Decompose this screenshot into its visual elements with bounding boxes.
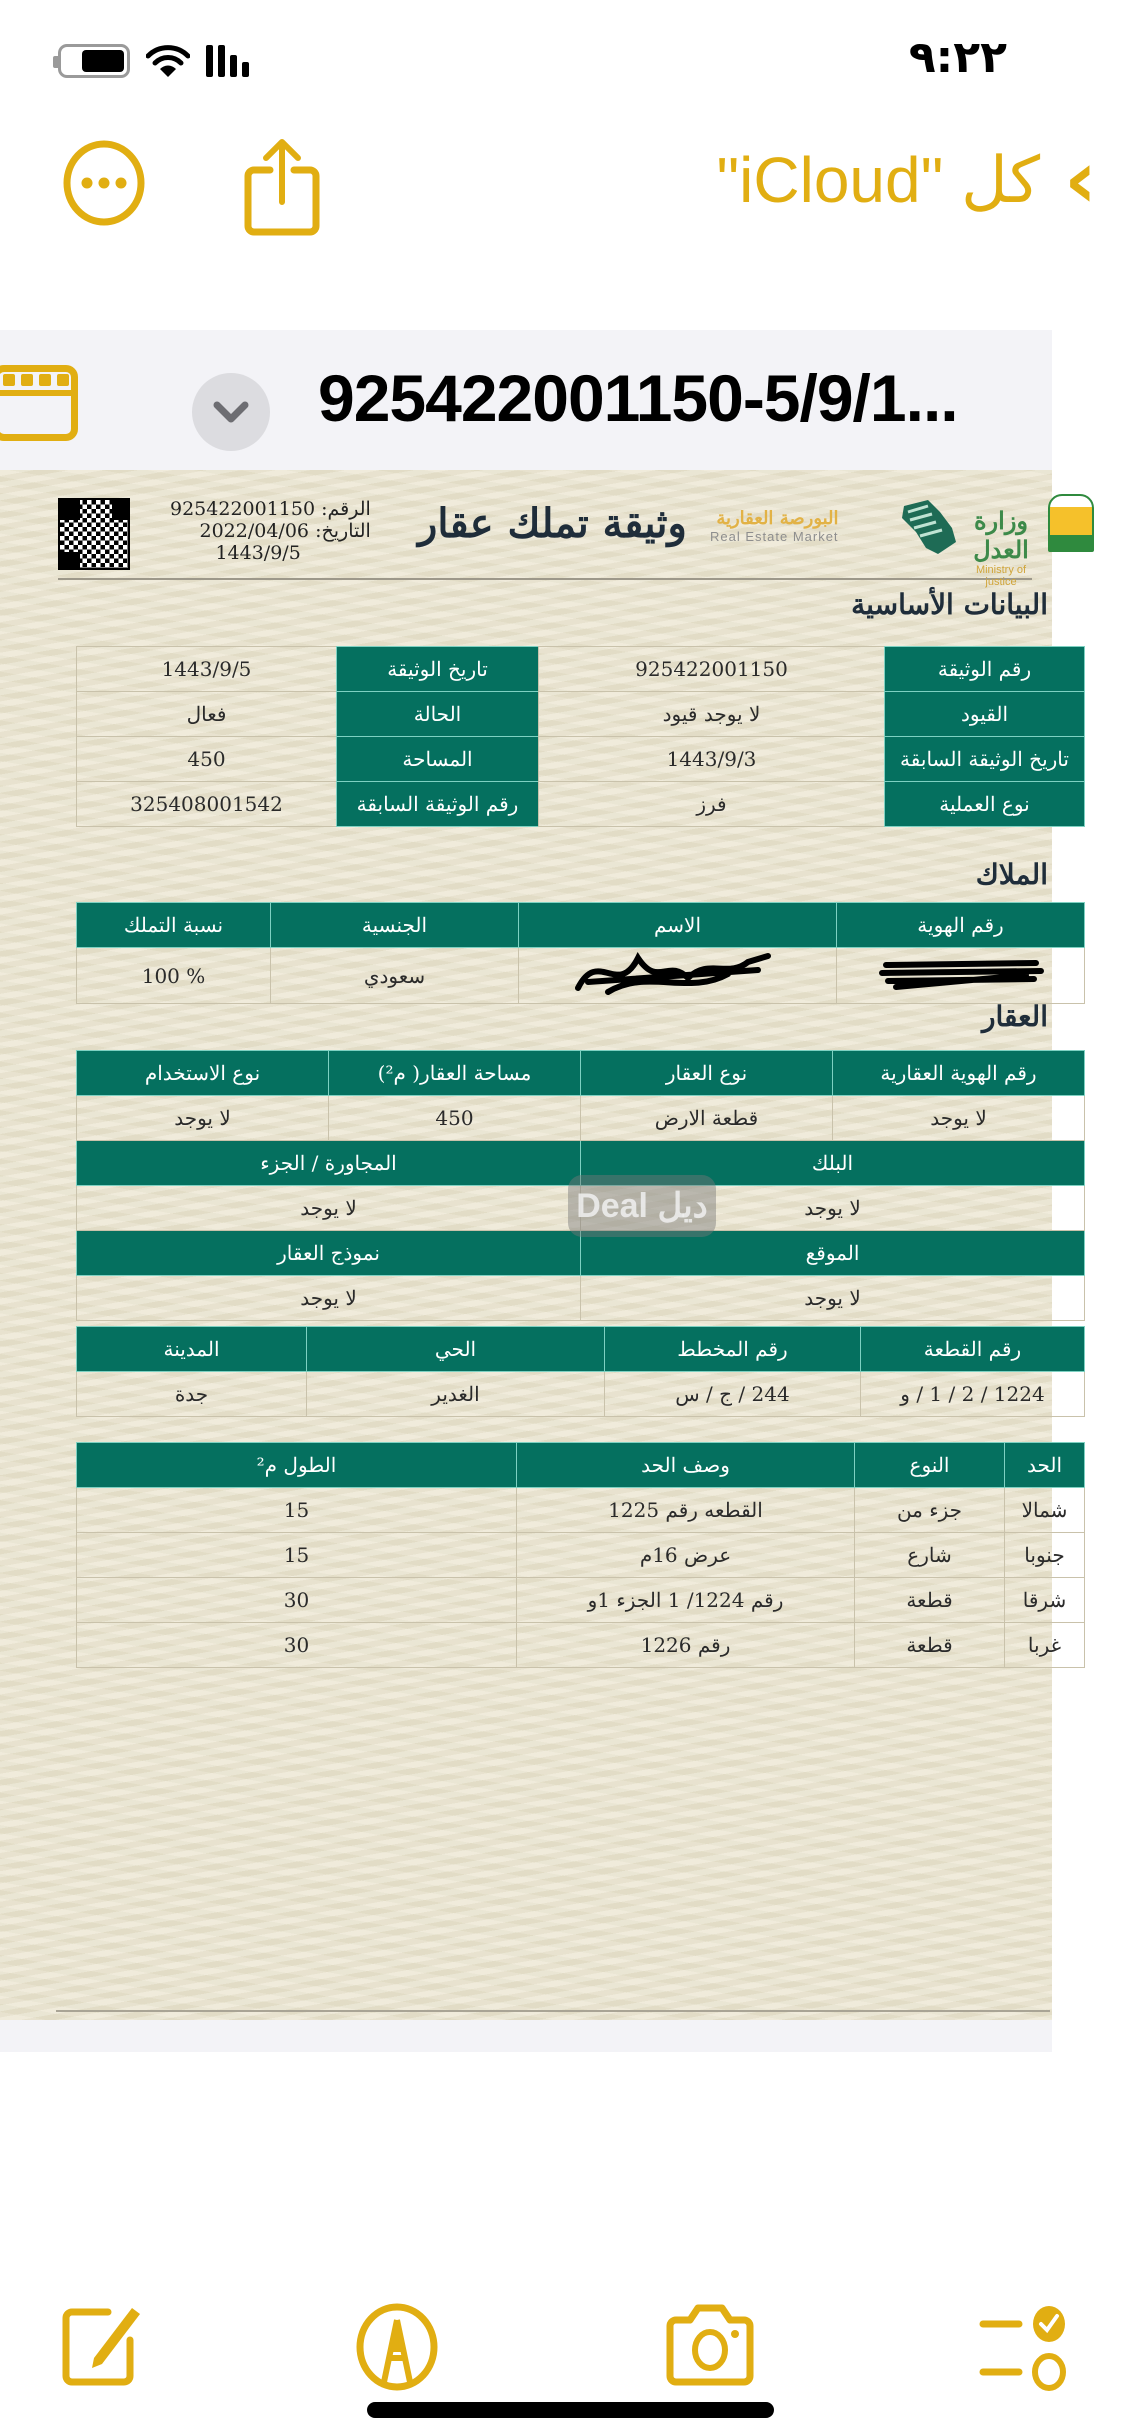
camera-icon: [660, 2302, 760, 2388]
value-property-id: لا يوجد: [833, 1096, 1085, 1141]
table-header-row: [77, 1443, 1085, 1488]
chevron-back-icon: ›: [1064, 133, 1097, 226]
table-row: [77, 1096, 1085, 1141]
cell-length: 15: [77, 1533, 517, 1578]
home-indicator[interactable]: [367, 2402, 774, 2418]
header-usage-type: نوع الاستخدام: [77, 1051, 329, 1096]
table-header-row: [77, 1051, 1085, 1096]
expand-button[interactable]: [192, 373, 270, 451]
markup-button[interactable]: [352, 2302, 442, 2388]
attachment-icon[interactable]: [0, 365, 78, 441]
header-neighborhood-part: المجاورة / الجزء: [77, 1141, 581, 1186]
chevron-down-icon: [211, 399, 251, 425]
value-property-model: لا يوجد: [77, 1276, 581, 1321]
table-row: [77, 1372, 1085, 1417]
header-share: نسبة التملك: [77, 903, 271, 948]
cell-boundary: جنوبا: [1005, 1533, 1085, 1578]
header-type: النوع: [855, 1443, 1005, 1488]
cell-type: قطعة: [855, 1623, 1005, 1668]
cell-description: رقم 1224/ 1 الجزء 1و: [517, 1578, 855, 1623]
value-usage-type: لا يوجد: [77, 1096, 329, 1141]
header-location: الموقع: [581, 1231, 1085, 1276]
header-length: الطول م²: [77, 1443, 517, 1488]
owners-table: [76, 902, 1085, 1004]
saudi-map-logo-icon: [898, 498, 958, 556]
value-district: الغدير: [307, 1372, 605, 1417]
label-prev-doc-number: رقم الوثيقة السابقة: [337, 782, 539, 827]
table-header-row: [77, 1327, 1085, 1372]
document-bottom-strip: [0, 2020, 1052, 2052]
value-doc-number: 925422001150: [539, 647, 885, 692]
cell-boundary: شرقا: [1005, 1578, 1085, 1623]
value-restrictions: لا يوجد قيود: [539, 692, 885, 737]
back-label: كل "iCloud": [716, 143, 1041, 216]
cell-type: قطعة: [855, 1578, 1005, 1623]
label-prev-doc-date: تاريخ الوثيقة السابقة: [885, 737, 1085, 782]
number-label: الرقم:: [321, 498, 371, 520]
value-property-type: قطعة الارض: [581, 1096, 833, 1141]
document-header: [58, 490, 1032, 588]
header-description: وصف الحد: [517, 1443, 855, 1488]
header-name: الاسم: [519, 903, 837, 948]
header-property-type: نوع العقار: [581, 1051, 833, 1096]
compose-icon: [58, 2302, 148, 2388]
document-preview[interactable]: [0, 470, 1069, 2020]
owner-id-redacted: [837, 948, 1085, 1004]
cell-length: 15: [77, 1488, 517, 1533]
compose-button[interactable]: [58, 2302, 148, 2388]
real-estate-market-logo: [710, 508, 839, 544]
cell-length: 30: [77, 1623, 517, 1668]
nav-bar: [0, 120, 1125, 250]
date-hijri: 1443/9/5: [215, 542, 301, 564]
value-block: لا يوجد: [581, 1186, 1085, 1231]
cell-type: جزء من: [855, 1488, 1005, 1533]
table-row: [77, 1578, 1085, 1623]
section-title-basic-info: البيانات الأساسية: [851, 588, 1048, 621]
header-nationality: الجنسية: [271, 903, 519, 948]
value-city: جدة: [77, 1372, 307, 1417]
label-restrictions: القيود: [885, 692, 1085, 737]
status-icons: [58, 44, 249, 78]
table-row: [77, 948, 1085, 1004]
label-status: الحالة: [337, 692, 539, 737]
document-meta: [170, 498, 371, 564]
camera-button[interactable]: [660, 2302, 750, 2388]
header-plot-number: رقم القطعة: [861, 1327, 1085, 1372]
header-property-id: رقم الهوية العقارية: [833, 1051, 1085, 1096]
value-neighborhood-part: لا يوجد: [77, 1186, 581, 1231]
bottom-toolbar: [0, 2290, 1125, 2400]
cell-type: شارع: [855, 1533, 1005, 1578]
attachment-title: 925422001150-5/9/1...: [318, 361, 958, 435]
basic-info-table: [76, 646, 1085, 827]
table-row: [77, 692, 1085, 737]
share-icon: [240, 138, 324, 238]
logo-moj-en: Ministry of justice: [975, 564, 1027, 588]
back-button[interactable]: [716, 133, 1097, 226]
date-gregorian: 2022/04/06: [199, 520, 310, 542]
checklist-icon: [975, 2302, 1075, 2392]
ellipsis-circle-icon: [62, 138, 146, 228]
scribble-redaction-icon: [876, 955, 1046, 991]
battery-icon: [58, 44, 130, 78]
checklist-button[interactable]: [975, 2302, 1065, 2388]
emblem-icon: [1048, 494, 1094, 552]
boundaries-table: [76, 1442, 1085, 1668]
section-title-property: العقار: [981, 1000, 1048, 1033]
cell-boundary: غربا: [1005, 1623, 1085, 1668]
header-property-model: نموذج العقار: [77, 1231, 581, 1276]
ministry-of-justice-logo: [970, 506, 1032, 588]
plot-table: [76, 1326, 1085, 1417]
label-doc-number: رقم الوثيقة: [885, 647, 1085, 692]
header-scheme-number: رقم المخطط: [605, 1327, 861, 1372]
logo-moj-ar: وزارة العدل: [973, 506, 1029, 564]
table-row: [77, 1533, 1085, 1578]
value-status: فعال: [77, 692, 337, 737]
logo-rem-en: Real Estate Market: [710, 529, 839, 544]
table-row: [77, 782, 1085, 827]
owner-share: % 100: [77, 948, 271, 1004]
label-doc-date: تاريخ الوثيقة: [337, 647, 539, 692]
header-district: الحي: [307, 1327, 605, 1372]
section-title-owners: الملاك: [975, 858, 1048, 891]
cell-description: رقم 1226: [517, 1623, 855, 1668]
label-area: المساحة: [337, 737, 539, 782]
cell-description: القطعه رقم 1225: [517, 1488, 855, 1533]
header-boundary: الحد: [1005, 1443, 1085, 1488]
table-row: [77, 647, 1085, 692]
value-area: 450: [77, 737, 337, 782]
status-time: ٩:٢٢: [908, 32, 1007, 83]
header-block: البلك: [581, 1141, 1085, 1186]
wifi-icon: [146, 44, 190, 78]
attachment-header: [0, 330, 1052, 470]
logo-rem-ar: البورصة العقارية: [716, 508, 839, 529]
more-button[interactable]: [62, 138, 146, 228]
share-button[interactable]: [240, 138, 324, 228]
cell-boundary: شمالا: [1005, 1488, 1085, 1533]
value-doc-date: 1443/9/5: [77, 647, 337, 692]
scribble-redaction-icon: [568, 948, 788, 998]
value-location: لا يوجد: [581, 1276, 1085, 1321]
value-prev-doc-date: 1443/9/3: [539, 737, 885, 782]
owner-nationality: سعودي: [271, 948, 519, 1004]
table-header-row: [77, 1231, 1085, 1276]
table-header-row: [77, 903, 1085, 948]
value-plot-number: 1224 / 2 / 1 / و: [861, 1372, 1085, 1417]
header-city: المدينة: [77, 1327, 307, 1372]
document-title: وثيقة تملك عقار: [418, 500, 687, 547]
qr-code: [58, 498, 130, 570]
status-bar: [0, 0, 1125, 120]
table-row: [77, 1623, 1085, 1668]
header-id: رقم الهوية: [837, 903, 1085, 948]
cell-length: 30: [77, 1578, 517, 1623]
label-operation-type: نوع العملية: [885, 782, 1085, 827]
header-property-area: مساحة العقار( م²): [329, 1051, 581, 1096]
cellular-signal-icon: [206, 45, 249, 77]
value-operation-type: فرز: [539, 782, 885, 827]
value-scheme-number: 244 / ج / س: [605, 1372, 861, 1417]
document-number: 925422001150: [170, 498, 316, 520]
value-prev-doc-number: 325408001542: [77, 782, 337, 827]
cell-description: عرض 16م: [517, 1533, 855, 1578]
markup-icon: [352, 2302, 442, 2392]
table-row: [77, 737, 1085, 782]
table-row: [77, 1276, 1085, 1321]
owner-name-redacted: [519, 948, 837, 1004]
watermark: Deal ديل: [568, 1175, 716, 1237]
date-label: التاريخ:: [315, 520, 371, 542]
table-row: [77, 1488, 1085, 1533]
value-property-area: 450: [329, 1096, 581, 1141]
